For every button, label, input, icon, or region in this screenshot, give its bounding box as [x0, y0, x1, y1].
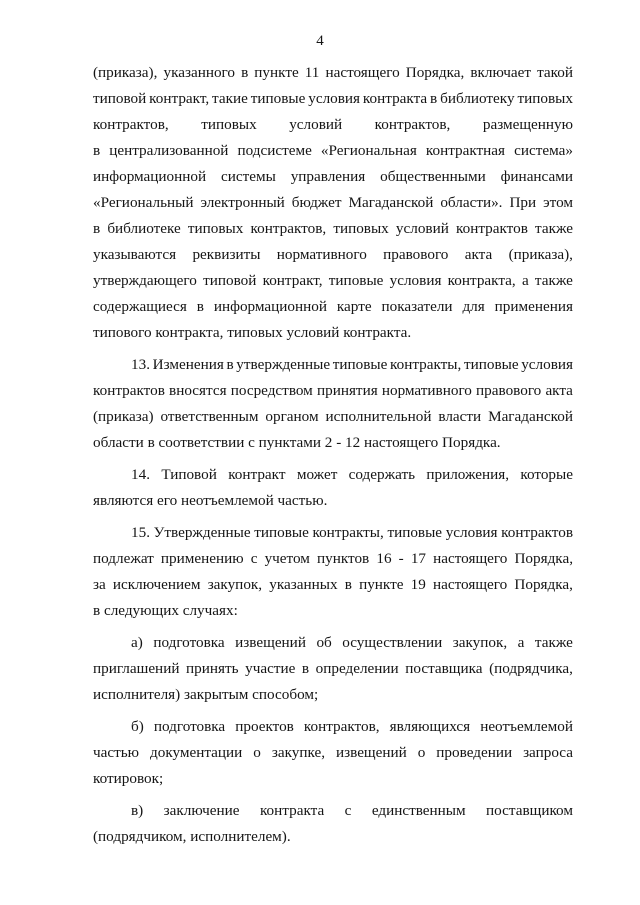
word: 14.	[131, 466, 150, 483]
word: контракт,	[262, 272, 323, 289]
word: содержащиеся	[93, 298, 187, 315]
word: контракта	[259, 802, 325, 819]
word: Порядка,	[514, 576, 573, 593]
word: контрактов	[93, 382, 165, 399]
text-line	[93, 798, 573, 824]
word: приложения,	[426, 466, 510, 483]
word: принять	[186, 660, 239, 677]
text-line: области в соответствии с пунктами 2 - 12 настоящего Порядка.	[93, 434, 501, 451]
text-line	[93, 378, 573, 404]
word: пункте	[359, 576, 404, 593]
word: указанного	[163, 64, 235, 81]
word: типовых	[517, 90, 573, 107]
word: пункте	[254, 64, 299, 81]
word: системы	[221, 168, 276, 185]
word: с	[250, 550, 258, 567]
paragraph-14	[93, 462, 573, 514]
word: заключение	[163, 802, 240, 819]
word: 19	[410, 576, 426, 593]
word: типовых	[187, 220, 244, 237]
word: Магаданской	[488, 408, 573, 425]
word: контракта	[362, 90, 428, 107]
word: контракт,	[149, 90, 210, 107]
word: извещений	[335, 744, 407, 761]
word: бюджет	[291, 194, 342, 211]
page-number: 4	[316, 33, 324, 49]
word: 17	[410, 550, 426, 567]
word: применению	[160, 550, 244, 567]
word: (приказа)	[93, 408, 154, 425]
text-line: в следующих случаях:	[93, 602, 238, 619]
word: (подрядчика,	[489, 660, 573, 677]
word: применения	[494, 298, 573, 315]
word: посредством	[230, 382, 313, 399]
word: в	[93, 220, 101, 237]
word: также	[534, 634, 573, 651]
word: 15.	[131, 524, 150, 541]
word: также	[534, 272, 573, 289]
word: контрактов,	[374, 116, 451, 133]
word: об	[316, 634, 332, 651]
text-line	[93, 630, 573, 656]
paragraph-15-c	[93, 798, 573, 850]
word: условий	[289, 116, 343, 133]
word: документации	[150, 744, 243, 761]
word: типовые	[332, 356, 388, 373]
word: с	[344, 802, 352, 819]
word: библиотеку	[440, 90, 515, 107]
text-line	[93, 656, 573, 682]
word: При	[509, 194, 537, 211]
text-line	[93, 268, 573, 294]
document-body	[93, 60, 573, 850]
text-line: типового контракта, типовых условий контракта.	[93, 324, 412, 341]
word: проведении	[436, 744, 513, 761]
word: ответственным	[160, 408, 259, 425]
paragraph-15-a	[93, 630, 573, 708]
word: условия	[445, 524, 498, 541]
word: являющихся	[389, 718, 471, 735]
word: вносятся	[169, 382, 227, 399]
word: типовые	[250, 90, 306, 107]
word: участие	[245, 660, 296, 677]
text-line	[93, 546, 573, 572]
word: электронный	[200, 194, 285, 211]
word: в	[430, 90, 438, 107]
text-line	[93, 60, 573, 86]
word: акта	[545, 382, 573, 399]
text-line	[93, 520, 573, 546]
word: в	[226, 356, 234, 373]
word: проектов	[235, 718, 294, 735]
word: приглашений	[93, 660, 180, 677]
text-line: исполнителя) закрытым способом;	[93, 686, 319, 703]
text-line	[93, 86, 573, 112]
word: акта	[464, 246, 493, 263]
word: Магаданской	[348, 194, 434, 211]
word: нормативного	[276, 246, 367, 263]
text-line: являются его неотъемлемой частью.	[93, 492, 328, 509]
text-line: котировок;	[93, 770, 164, 787]
word: исключением	[112, 576, 201, 593]
word: типовые	[254, 524, 309, 541]
word: реквизиты	[192, 246, 261, 263]
text-line	[93, 740, 573, 766]
word: условия	[389, 272, 442, 289]
word: «Региональная	[320, 142, 417, 159]
word: показатели	[381, 298, 453, 315]
word: подлежат	[93, 550, 154, 567]
word: типовой	[203, 272, 257, 289]
word: власти	[438, 408, 482, 425]
word: контракты,	[312, 524, 384, 541]
word: контрактов	[456, 220, 528, 237]
word: единственным	[371, 802, 466, 819]
word: б)	[131, 718, 144, 735]
word: о	[253, 744, 261, 761]
word: нормативного	[381, 382, 472, 399]
word: информационной	[213, 298, 327, 315]
word: размещенную	[482, 116, 573, 133]
word: контрактов	[501, 524, 573, 541]
text-line	[93, 404, 573, 430]
word: информационной	[93, 168, 207, 185]
word: типовых	[201, 116, 257, 133]
word: подсистеме	[237, 142, 312, 159]
text-line	[93, 352, 573, 378]
word: за	[93, 576, 106, 593]
word: частью	[93, 744, 140, 761]
word: типовые	[328, 272, 384, 289]
word: Типовой	[161, 466, 217, 483]
word: такой	[537, 64, 573, 81]
word: учетом	[264, 550, 310, 567]
word: а	[521, 272, 529, 289]
word: Порядка,	[514, 550, 573, 567]
paragraph-15-b	[93, 714, 573, 792]
word: поставщика	[405, 660, 483, 677]
word: поставщиком	[486, 802, 573, 819]
word: такие	[212, 90, 248, 107]
word: может	[296, 466, 338, 483]
word: централизованной	[109, 142, 229, 159]
text-line	[93, 572, 573, 598]
paragraph-12-continuation	[93, 60, 573, 346]
word: закупке,	[271, 744, 326, 761]
word: контракт	[228, 466, 286, 483]
word: также	[535, 220, 573, 237]
word: 11	[304, 64, 320, 81]
word: органом	[265, 408, 319, 425]
word: Порядка,	[405, 64, 465, 81]
word: этом	[543, 194, 573, 211]
word: осуществлении	[342, 634, 443, 651]
word: а	[517, 634, 525, 651]
word: а)	[131, 634, 143, 651]
word: контрактов,	[93, 116, 169, 133]
word: библиотеке	[107, 220, 181, 237]
word: контрактов,	[250, 220, 327, 237]
word: типовые	[463, 356, 519, 373]
paragraph-15	[93, 520, 573, 624]
word: исполнительной	[325, 408, 432, 425]
text-line	[93, 138, 573, 164]
word: типовые	[387, 524, 443, 541]
word: типовых	[333, 220, 389, 237]
word: указанных	[269, 576, 338, 593]
word: настоящего	[433, 550, 508, 567]
word: в	[93, 142, 101, 159]
text-line	[93, 164, 573, 190]
word: пунктов	[317, 550, 370, 567]
word: условия	[308, 90, 361, 107]
word: правового	[383, 246, 449, 263]
word: условий	[395, 220, 449, 237]
word: настоящего	[433, 576, 508, 593]
word: запроса	[523, 744, 573, 761]
word: в	[344, 576, 352, 593]
word: условия	[521, 356, 573, 373]
word: подготовка	[153, 718, 226, 735]
word: которые	[520, 466, 573, 483]
paragraph-13	[93, 352, 573, 456]
word: карте	[336, 298, 372, 315]
word: финансами	[500, 168, 573, 185]
word: общественными	[380, 168, 486, 185]
text-line	[93, 462, 573, 488]
word: утверждающего	[93, 272, 197, 289]
word: в	[241, 64, 249, 81]
word: (приказа),	[508, 246, 573, 263]
word: 13.	[131, 356, 150, 373]
word: для	[462, 298, 485, 315]
word: контракты,	[390, 356, 462, 373]
word: содержать	[348, 466, 416, 483]
word: в)	[131, 802, 144, 819]
word: области».	[440, 194, 503, 211]
word: 16	[376, 550, 392, 567]
word: указываются	[93, 246, 177, 263]
word: «Региональный	[93, 194, 194, 211]
word: управления	[290, 168, 366, 185]
word: настоящего	[325, 64, 400, 81]
word: (приказа),	[93, 64, 158, 81]
word: определении	[315, 660, 399, 677]
word: контрактная	[425, 142, 506, 159]
word: контрактов,	[303, 718, 380, 735]
word: подготовка	[153, 634, 225, 651]
word: правового	[476, 382, 542, 399]
text-line	[93, 242, 573, 268]
word: типовой	[93, 90, 147, 107]
word: извещений	[235, 634, 306, 651]
word: система»	[514, 142, 573, 159]
text-line: (подрядчиком, исполнителем).	[93, 828, 291, 845]
word: Утвержденные	[153, 524, 251, 541]
word: контракта,	[447, 272, 516, 289]
word: о	[417, 744, 426, 761]
text-line	[93, 294, 573, 320]
word: включает	[470, 64, 532, 81]
word: -	[398, 550, 404, 567]
text-line	[93, 112, 573, 138]
text-line	[93, 714, 573, 740]
word: в	[196, 298, 204, 315]
word: принятия	[316, 382, 378, 399]
text-line	[93, 190, 573, 216]
word: неотъемлемой	[480, 718, 573, 735]
word: закупок,	[452, 634, 508, 651]
word: Изменения	[152, 356, 224, 373]
text-line	[93, 216, 573, 242]
word: утвержденные	[236, 356, 331, 373]
word: в	[301, 660, 310, 677]
word: закупок,	[207, 576, 263, 593]
